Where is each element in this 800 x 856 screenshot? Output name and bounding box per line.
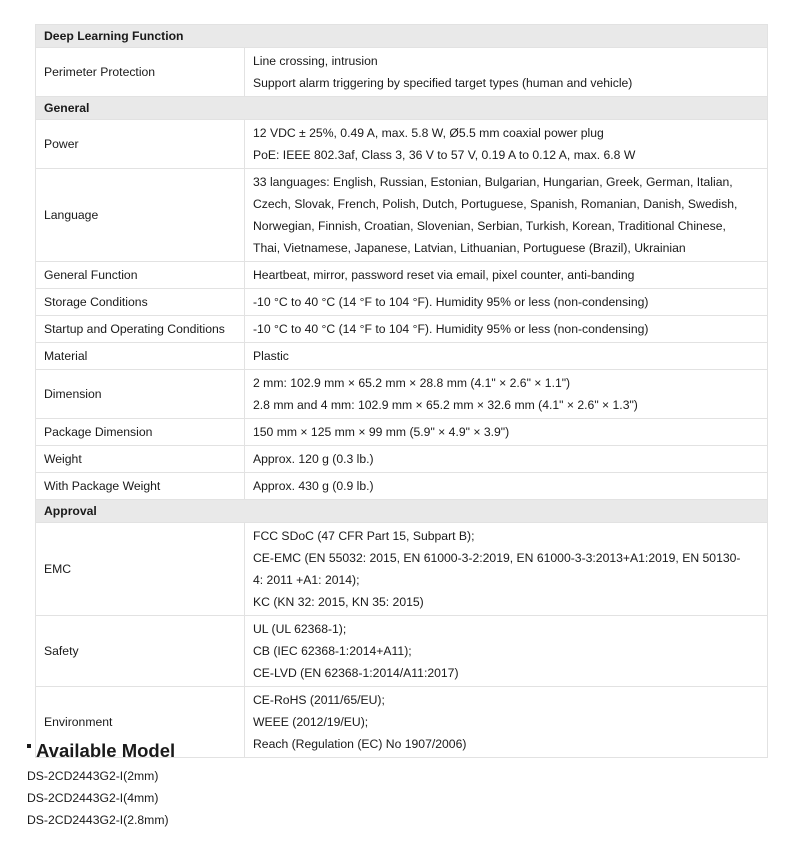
spec-value bbox=[245, 262, 768, 289]
spec-label: Safety bbox=[36, 616, 245, 687]
spec-value-line: -10 °C to 40 °C (14 °F to 104 °F). Humidity 95% or less (non-condensing) bbox=[253, 295, 649, 309]
spec-label: General Function bbox=[36, 262, 245, 289]
spec-row bbox=[36, 523, 768, 616]
spec-label: With Package Weight bbox=[36, 473, 245, 500]
square-bullet-icon bbox=[27, 744, 31, 748]
spec-row bbox=[36, 343, 768, 370]
spec-label: Power bbox=[36, 120, 245, 169]
spec-label: Environment bbox=[36, 687, 245, 758]
spec-row bbox=[36, 262, 768, 289]
spec-label: EMC bbox=[36, 523, 245, 616]
section-header-row bbox=[36, 97, 768, 120]
spec-label: Language bbox=[36, 169, 245, 262]
spec-value-line: 12 VDC ± 25%, 0.49 A, max. 5.8 W, Ø5.5 mm coaxial power plug bbox=[253, 126, 604, 140]
spec-value-line: Line crossing, intrusion bbox=[253, 54, 378, 68]
section-header-row bbox=[36, 25, 768, 48]
spec-value bbox=[245, 48, 768, 97]
spec-value-line: Czech, Slovak, French, Polish, Dutch, Portuguese, Spanish, Romanian, Danish, Swedish, bbox=[253, 197, 738, 211]
spec-value-line: Plastic bbox=[253, 349, 289, 363]
spec-row bbox=[36, 120, 768, 169]
spec-table bbox=[35, 24, 768, 758]
spec-value-line: 33 languages: English, Russian, Estonian, Bulgarian, Hungarian, Greek, German, Italian, bbox=[253, 175, 733, 189]
spec-value-line: CE-EMC (EN 55032: 2015, EN 61000-3-2:2019, EN 61000-3-3:2013+A1:2019, EN 50130- bbox=[253, 551, 741, 565]
section-title: Deep Learning Function bbox=[36, 25, 768, 48]
spec-label: Storage Conditions bbox=[36, 289, 245, 316]
spec-value-line: KC (KN 32: 2015, KN 35: 2015) bbox=[253, 595, 424, 609]
spec-value-line: Norwegian, Finnish, Croatian, Slovenian, Serbian, Turkish, Korean, Traditional Chinese, bbox=[253, 219, 726, 233]
model-list bbox=[27, 765, 767, 831]
spec-row bbox=[36, 48, 768, 97]
spec-value-line: 2.8 mm and 4 mm: 102.9 mm × 65.2 mm × 32.6 mm (4.1" × 2.6" × 1.3") bbox=[253, 398, 638, 412]
spec-label: Dimension bbox=[36, 370, 245, 419]
section-title: Approval bbox=[36, 500, 768, 523]
model-item: DS-2CD2443G2-I(2mm) bbox=[27, 769, 159, 783]
spec-label: Perimeter Protection bbox=[36, 48, 245, 97]
spec-label: Weight bbox=[36, 446, 245, 473]
spec-value bbox=[245, 446, 768, 473]
spec-value-line: Reach (Regulation (EC) No 1907/2006) bbox=[253, 737, 467, 751]
spec-value bbox=[245, 370, 768, 419]
spec-value bbox=[245, 316, 768, 343]
spec-value bbox=[245, 343, 768, 370]
spec-value bbox=[245, 169, 768, 262]
spec-row bbox=[36, 446, 768, 473]
spec-label: Package Dimension bbox=[36, 419, 245, 446]
spec-value-line: Thai, Vietnamese, Japanese, Latvian, Lithuanian, Portuguese (Brazil), Ukrainian bbox=[253, 241, 686, 255]
spec-value-line: Approx. 430 g (0.9 lb.) bbox=[253, 479, 374, 493]
spec-value-line: WEEE (2012/19/EU); bbox=[253, 715, 369, 729]
spec-row bbox=[36, 473, 768, 500]
spec-value-line: FCC SDoC (47 CFR Part 15, Subpart B); bbox=[253, 529, 475, 543]
spec-value-line: 2 mm: 102.9 mm × 65.2 mm × 28.8 mm (4.1" × 2.6" × 1.1") bbox=[253, 376, 571, 390]
available-models-title: Available Model bbox=[36, 740, 176, 761]
spec-row bbox=[36, 616, 768, 687]
spec-value-line: UL (UL 62368-1); bbox=[253, 622, 347, 636]
spec-row bbox=[36, 419, 768, 446]
section-title: General bbox=[36, 97, 768, 120]
spec-value-line: CB (IEC 62368-1:2014+A11); bbox=[253, 644, 412, 658]
available-models-section bbox=[27, 738, 767, 831]
spec-value bbox=[245, 120, 768, 169]
spec-row bbox=[36, 316, 768, 343]
spec-value bbox=[245, 419, 768, 446]
spec-table-body bbox=[36, 25, 768, 758]
section-header-row bbox=[36, 500, 768, 523]
spec-value-line: Approx. 120 g (0.3 lb.) bbox=[253, 452, 374, 466]
spec-row bbox=[36, 289, 768, 316]
spec-value bbox=[245, 523, 768, 616]
spec-value-line: Support alarm triggering by specified target types (human and vehicle) bbox=[253, 76, 633, 90]
available-models-heading bbox=[27, 738, 767, 764]
spec-value-line: -10 °C to 40 °C (14 °F to 104 °F). Humidity 95% or less (non-condensing) bbox=[253, 322, 649, 336]
spec-value bbox=[245, 289, 768, 316]
spec-value-line: PoE: IEEE 802.3af, Class 3, 36 V to 57 V, 0.19 A to 0.12 A, max. 6.8 W bbox=[253, 148, 636, 162]
spec-value-line: CE-LVD (EN 62368-1:2014/A11:2017) bbox=[253, 666, 459, 680]
spec-label: Material bbox=[36, 343, 245, 370]
spec-row bbox=[36, 169, 768, 262]
spec-value-line: 150 mm × 125 mm × 99 mm (5.9" × 4.9" × 3.9") bbox=[253, 425, 510, 439]
spec-value-line: 4: 2011 +A1: 2014); bbox=[253, 573, 360, 587]
spec-value-line: CE-RoHS (2011/65/EU); bbox=[253, 693, 385, 707]
spec-row bbox=[36, 370, 768, 419]
model-item: DS-2CD2443G2-I(2.8mm) bbox=[27, 813, 169, 827]
model-item: DS-2CD2443G2-I(4mm) bbox=[27, 791, 159, 805]
spec-value bbox=[245, 473, 768, 500]
spec-label: Startup and Operating Conditions bbox=[36, 316, 245, 343]
spec-value-line: Heartbeat, mirror, password reset via email, pixel counter, anti-banding bbox=[253, 268, 635, 282]
spec-value bbox=[245, 616, 768, 687]
